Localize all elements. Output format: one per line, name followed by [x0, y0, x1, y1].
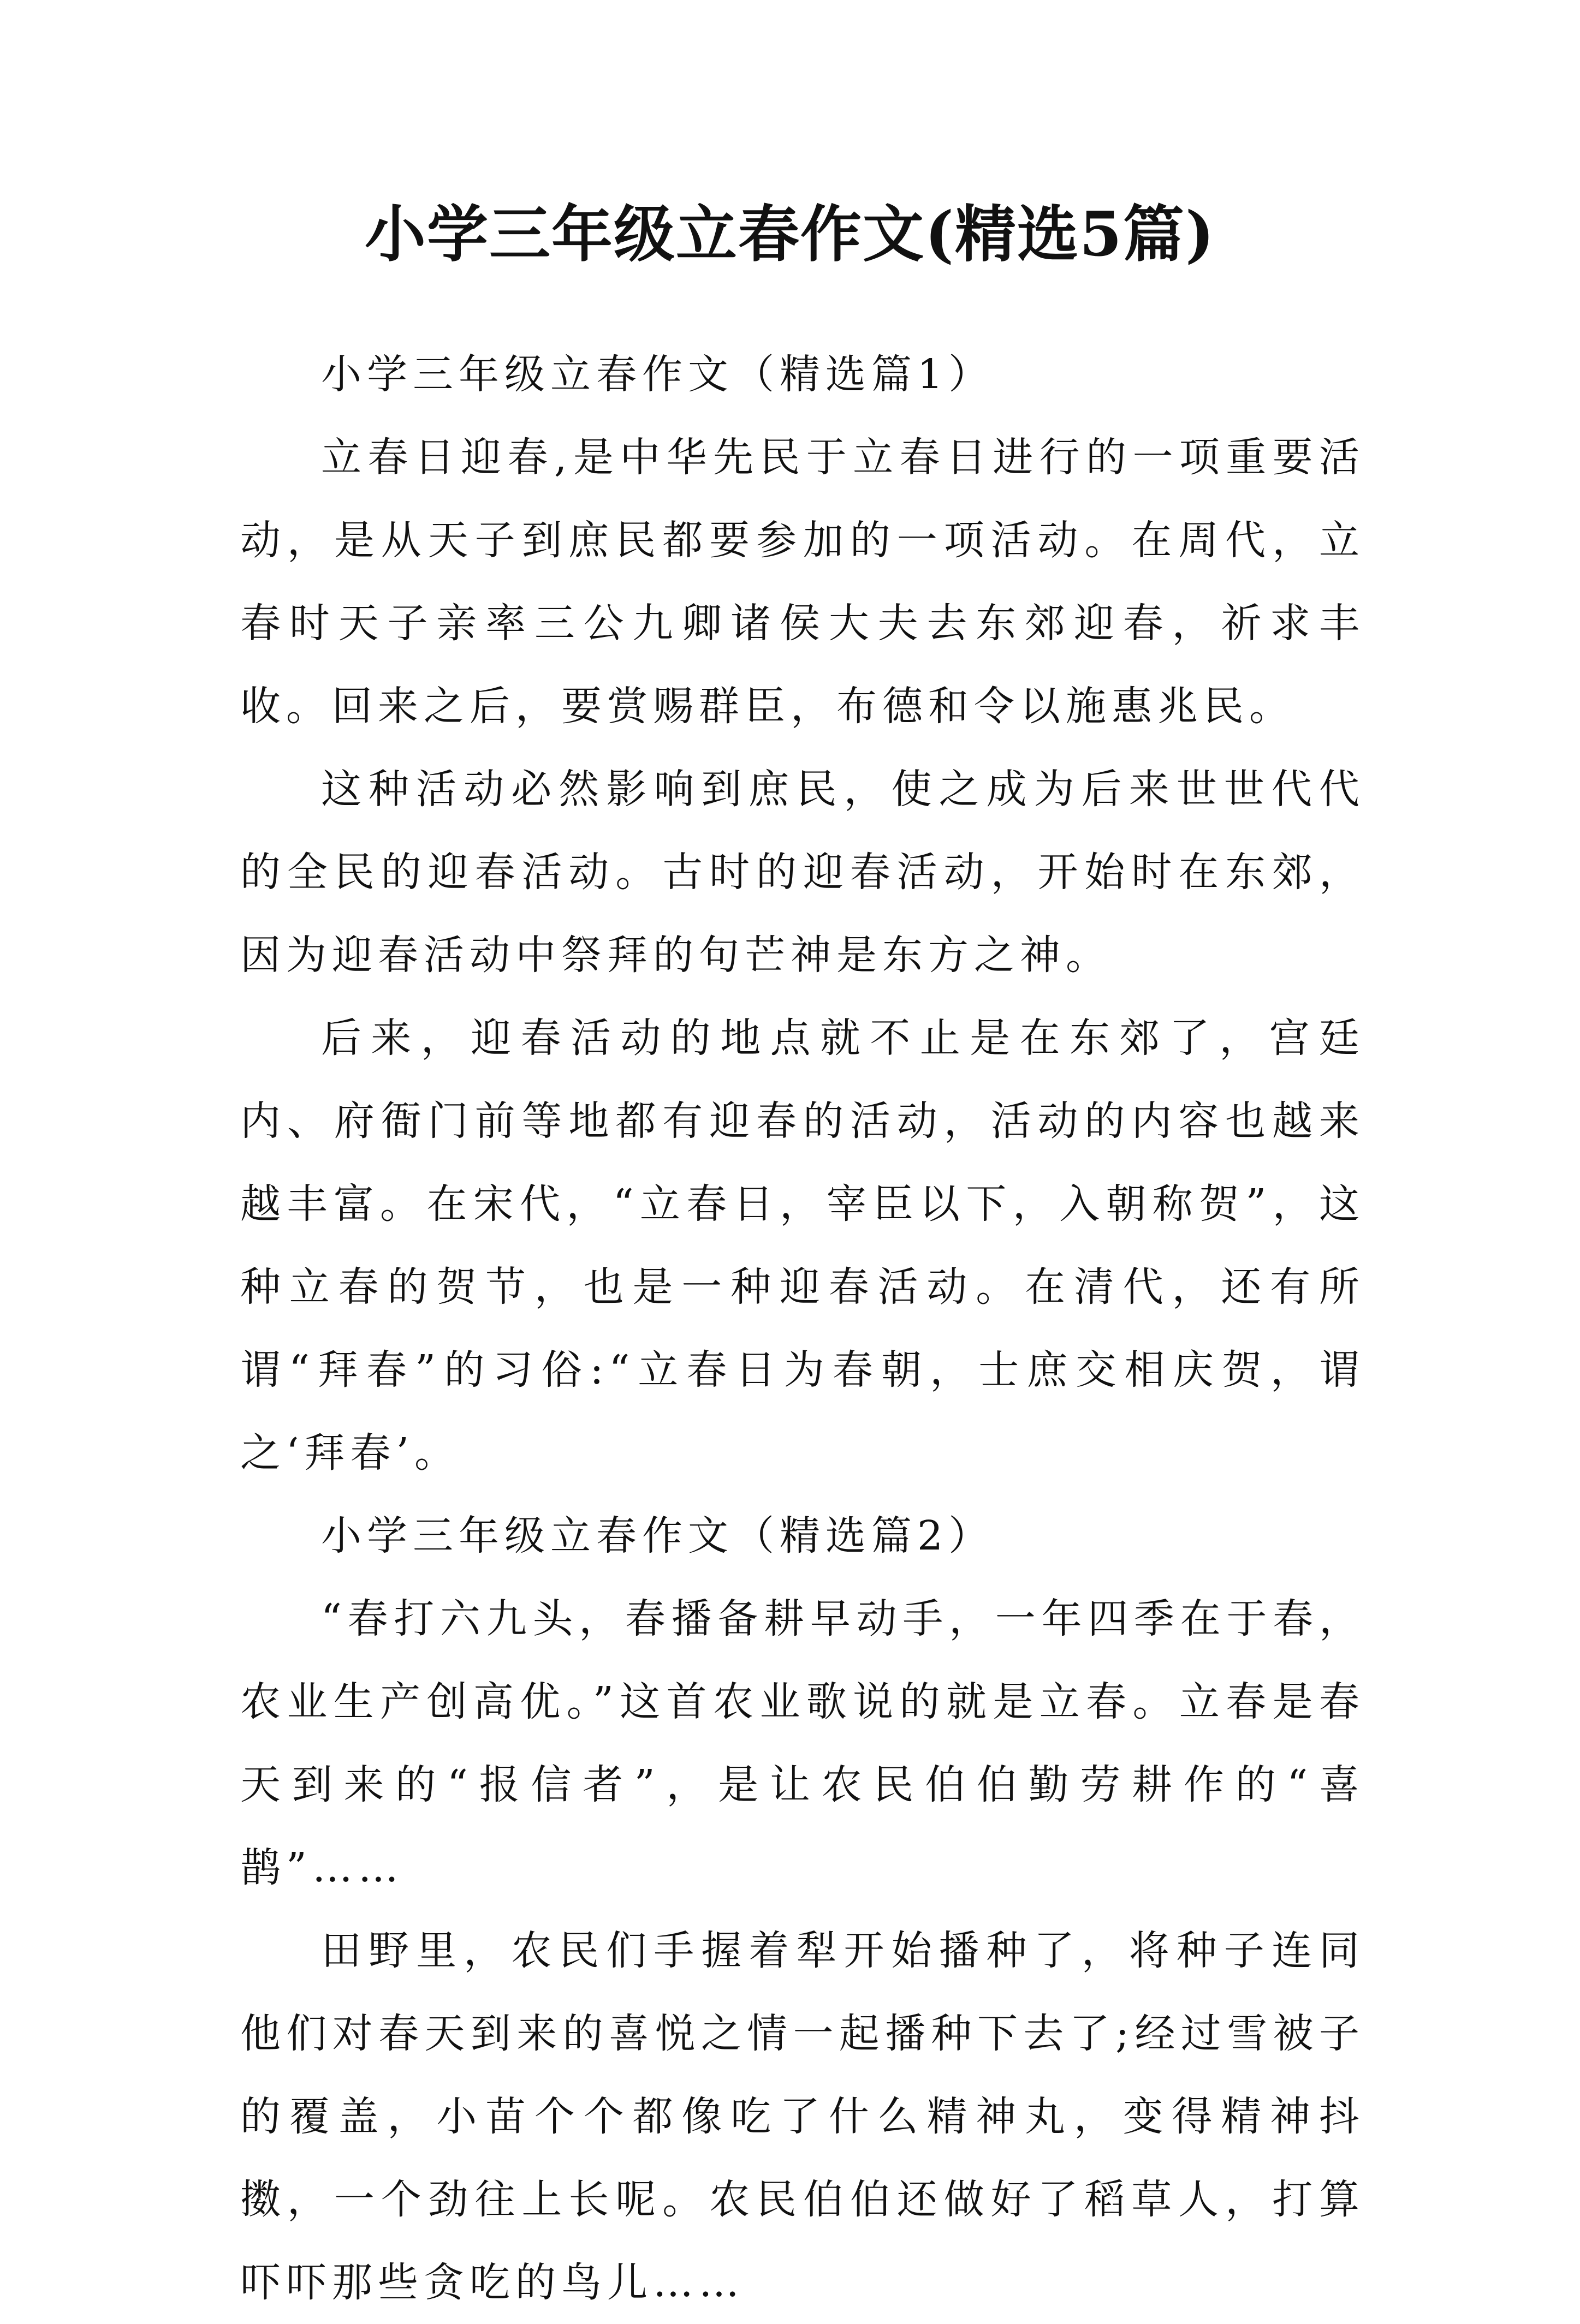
section-heading-2: 小学三年级立春作文（精选篇2） [321, 1512, 995, 1559]
paragraph: 这种活动必然影响到庶民，使之成为后来世世代代的全民的迎春活动。古时的迎春活动，开始时在东郊，因为迎春活动中祭拜的句芒神是东方之神。 [240, 766, 1365, 979]
paragraph: “春打六九头，春播备耕早动手，一年四季在于春，农业生产创高优。”这首农业歌说的就是立春。立春是春天到来的“报信者”，是让农民伯伯勤劳耕作的“喜鹊”…… [240, 1595, 1365, 1891]
paragraph: 田野里，农民们手握着犁开始播种了，将种子连同他们对春天到来的喜悦之情一起播种下去了;经过雪被子的覆盖，小苗个个都像吃了什么精神丸，变得精神抖擞，一个劲往上长呢。农民伯伯还做好了稻草人，打算吓吓那些贪吃的鸟儿…… [240, 1927, 1365, 2306]
section-heading-1: 小学三年级立春作文（精选篇1） [321, 351, 995, 398]
paragraph: 立春日迎春,是中华先民于立春日进行的一项重要活动，是从天子到庶民都要参加的一项活动。在周代，立春时天子亲率三公九卿诸侯大夫去东郊迎春，祈求丰收。回来之后，要赏赐群臣，布德和令以施惠兆民。 [240, 434, 1365, 730]
document-body [240, 333, 1365, 2324]
paragraph: 后来，迎春活动的地点就不止是在东郊了，宫廷内、府衙门前等地都有迎春的活动，活动的内容也越来越丰富。在宋代，“立春日，宰臣以下，入朝称贺”，这种立春的贺节，也是一种迎春活动。在清代，还有所谓“拜春”的习俗:“立春日为春朝，士庶交相庆贺，谓之‘拜春’。 [240, 1015, 1365, 1476]
document-title: 小学三年级立春作文(精选5篇) [365, 199, 1215, 270]
